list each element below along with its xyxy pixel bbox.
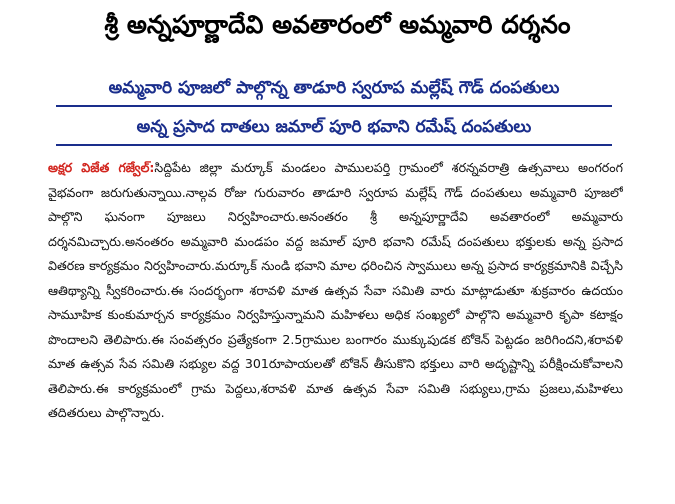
article-headline: శ్రీ అన్నపూర్ణాదేవి అవతారంలో అమ్మవారి దర్శనం [104,10,571,39]
article-body [48,156,623,466]
article-subheadline-1: అమ్మవారి పూజలో పాల్గొన్న తాడూరి స్వరూప మల్లేష్ గౌడ్ దంపతులు [56,78,612,107]
article-dateline: అక్షర విజేత గజ్వేల్: [48,160,155,175]
article-body-text: సిద్దిపేట జిల్లా మర్కూక్ మండలం పాములపర్తి గ్రామంలో శరన్నవరాత్రి ఉత్సవాలు అంగరంగ వైభవంగా జరుగుతున్నాయి.నాల్గవ రోజు గురువారం తాడూరి స్వరూప మల్లేష్ గౌడ్ దంపతులు అమ్మవారి పూజలో పాల్గొని ఘనంగా పూజలు నిర్వహించారు.అనంతరం శ్రీ అన్నపూర్ణాదేవి అవతారంలో అమ్మవారు దర్శనమిచ్చారు.అనంతరం అమ్మవారి మండపం వద్ద జమాల్ పూరి భవాని రమేష్ దంపతులు భక్తులకు అన్న ప్రసాద వితరణ కార్యక్రమం నిర్వహించారు.మర్కూక్ నుండి భవాని మాల ధరించిన స్వాములు అన్న ప్రసాద కార్యక్రమానికి విచ్చేసి ఆతిథ్యాన్ని స్వీకరించారు.ఈ సందర్భంగా శరావళి మాత ఉత్సవ సేవా సమితి వారు మాట్లాడుతూ శుక్రవారం ఉదయం సామూహిక కుంకుమార్చన కార్యక్రమం నిర్వహిస్తున్నామని మహిళలు అధిక సంఖ్యలో పాల్గొని అమ్మవారి కృపా కటాక్షం పొందాలని తెలిపారు.ఈ సంవత్సరం ప్రత్యేకంగా 2.5గ్రాముల బంగారం ముక్కుపుడక టోకెన్ పెట్టడం జరిగిందని,శరావళి మాత ఉత్సవ సేవ సమితి సభ్యుల వద్ద 301రూపాయలతో టోకెన్ తీసుకొని భక్తులు వారి అదృష్టాన్ని పరీక్షించుకోవాలని తెలిపారు.ఈ కార్యక్రమంలో గ్రామ పెద్దలు,శరావళి మాత ఉత్సవ సేవా సమితి సభ్యులు,గ్రామ ప్రజలు,మహిళలు తదితరులు పాల్గొన్నారు. [48,160,623,420]
article-subheadline-2: అన్న ప్రసాద దాతలు జమాల్ పూరి భవాని రమేష్ దంపతులు [56,117,612,146]
article-paragraph [48,156,623,426]
